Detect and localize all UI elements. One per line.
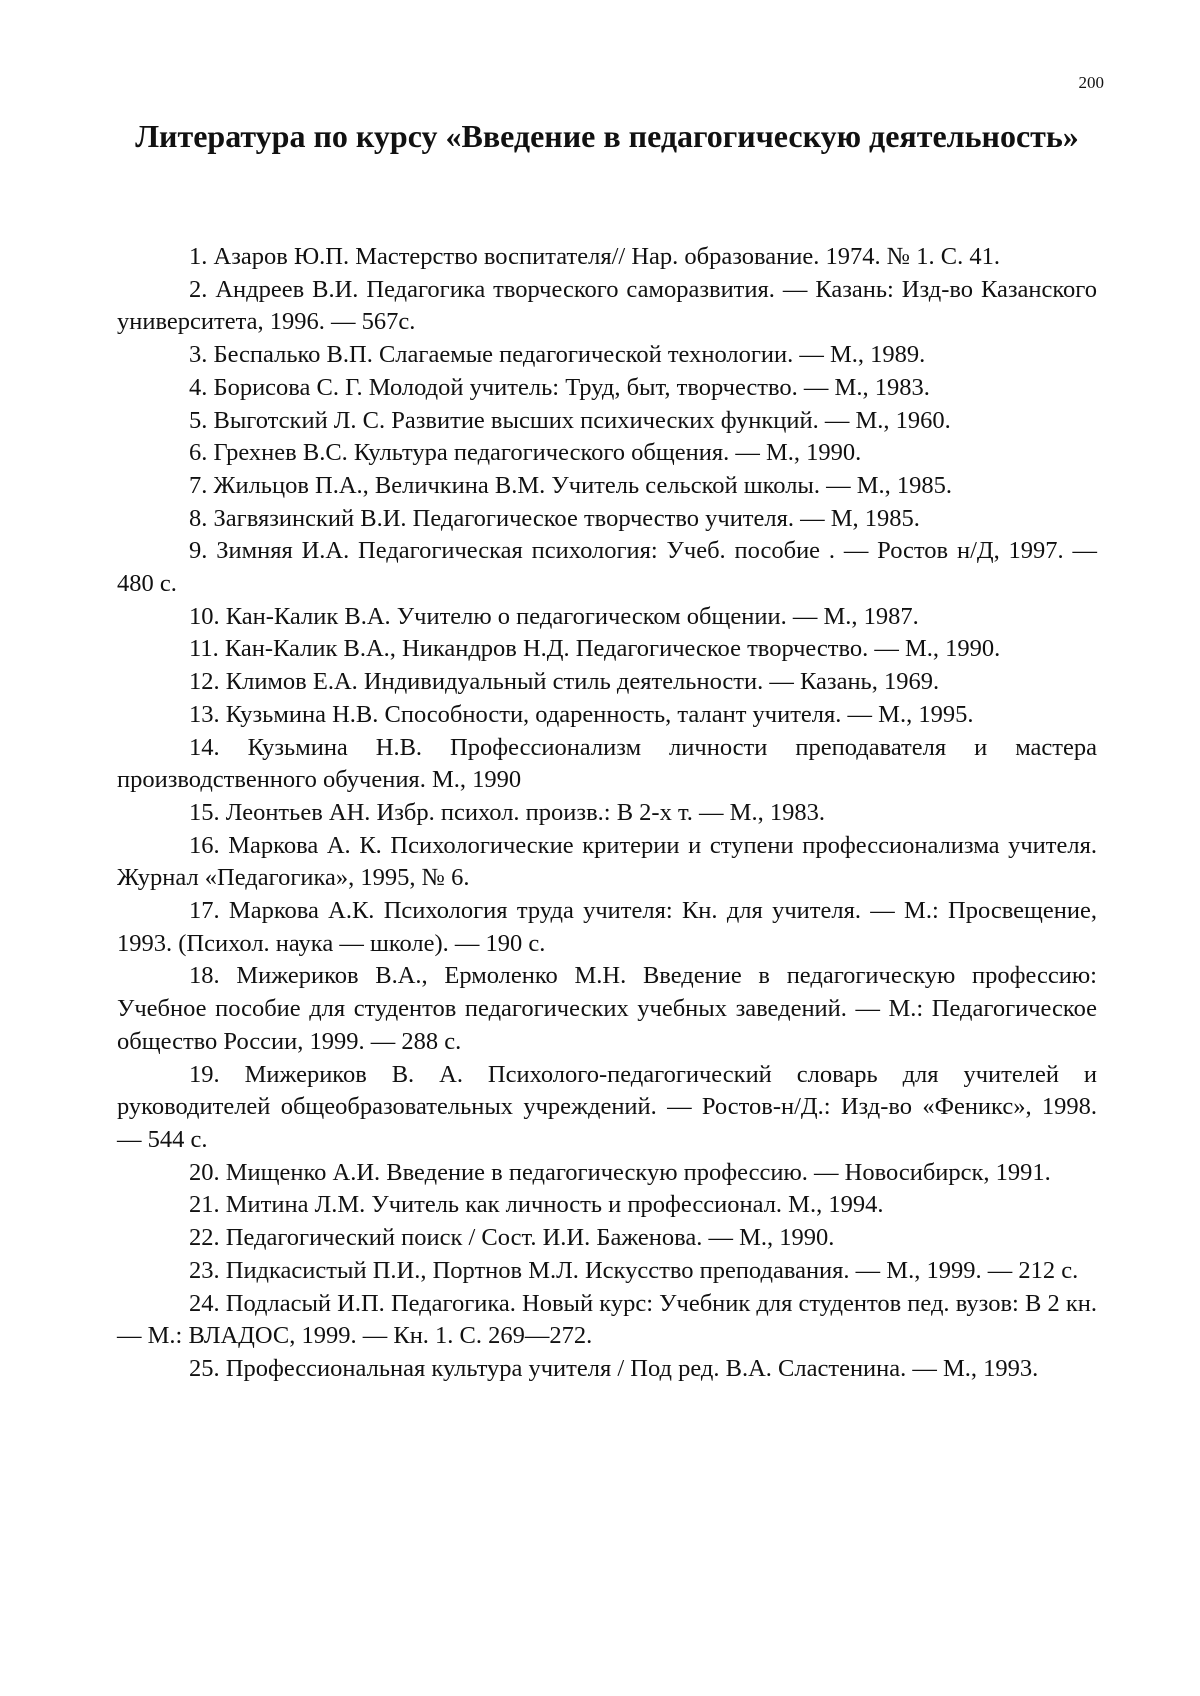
reference-item: 15. Леонтьев АН. Избр. психол. произв.: В 2-х т. — М., 1983. xyxy=(189,798,825,826)
reference-item: 6. Грехнев В.С. Культура педагогического общения. — М., 1990. xyxy=(189,439,862,467)
reference-item: 25. Профессиональная культура учителя / Под ред. В.А. Сластенина. — М., 1993. xyxy=(189,1354,1039,1382)
reference-item: 21. Митина Л.М. Учитель как личность и профессионал. М., 1994. xyxy=(189,1191,884,1219)
reference-item: 11. Кан-Калик В.А., Никандров Н.Д. Педагогическое творчество. — М., 1990. xyxy=(189,635,1001,663)
reference-item: 1. Азаров Ю.П. Мастерство воспитателя// Нар. образование. 1974. № 1. С. 41. xyxy=(189,243,1000,270)
reference-item: 19. Мижериков В. А. Психолого-педагогический словарь для учителей и руководителей общеобразовательных учреждений. — Ростов-н/Д.: Изд-во «Феникс», 1998. — 544 с. xyxy=(117,1060,1097,1153)
reference-item: 12. Климов Е.А. Индивидуальный стиль деятельности. — Казань, 1969. xyxy=(189,668,940,696)
reference-item: 14. Кузьмина Н.В. Профессионализм личности преподавателя и мастера производственного обучения. М., 1990 xyxy=(117,733,1097,794)
reference-item: 22. Педагогический поиск / Сост. И.И. Баженова. — М., 1990. xyxy=(189,1224,835,1252)
reference-item: 9. Зимняя И.А. Педагогическая психология: Учеб. пособие . — Ростов н/Д, 1997. — 480 с. xyxy=(117,537,1097,598)
reference-item: 23. Пидкасистый П.И., Портнов М.Л. Искусство преподавания. — М., 1999. — 212 с. xyxy=(189,1256,1079,1284)
reference-item: 13. Кузьмина Н.В. Способности, одаренность, талант учителя. — М., 1995. xyxy=(189,700,974,728)
reference-item: 18. Мижериков В.А., Ермоленко М.Н. Введение в педагогическую профессию: Учебное пособие для студентов педагогических учебных заведений. — М.: Педагогическое общество России, 1999. — 288 с. xyxy=(117,962,1097,1055)
reference-item: 5. Выготский Л. С. Развитие высших психических функций. — М., 1960. xyxy=(189,406,951,434)
reference-item: 16. Маркова А. К. Психологические критерии и ступени профессионализма учителя. Журнал «Педагогика», 1995, № 6. xyxy=(117,831,1097,892)
reference-item: 2. Андреев В.И. Педагогика творческого саморазвития. — Казань: Изд-во Казанского университета, 1996. — 567с. xyxy=(117,275,1097,336)
reference-item: 24. Подласый И.П. Педагогика. Новый курс: Учебник для студентов пед. вузов: В 2 кн. — М.: ВЛАДОС, 1999. — Кн. 1. С. 269—272. xyxy=(117,1289,1097,1350)
page-title: Литература по курсу «Введение в педагогическую деятельность» xyxy=(135,118,1079,154)
reference-item: 17. Маркова А.К. Психология труда учителя: Кн. для учителя. — М.: Просвещение, 1993. (Психол. наука — школе). — 190 с. xyxy=(117,897,1097,957)
reference-list xyxy=(117,241,1097,1386)
reference-item: 8. Загвязинский В.И. Педагогическое творчество учителя. — М, 1985. xyxy=(189,504,920,532)
page-number: 200 xyxy=(1078,73,1104,92)
reference-item: 7. Жильцов П.А., Величкина В.М. Учитель сельской школы. — М., 1985. xyxy=(189,471,953,499)
reference-item: 20. Мищенко А.И. Введение в педагогическую профессию. — Новосибирск, 1991. xyxy=(189,1158,1051,1186)
reference-item: 3. Беспалько В.П. Слагаемые педагогической технологии. — М., 1989. xyxy=(189,341,926,369)
reference-item: 4. Борисова С. Г. Молодой учитель: Труд, быт, творчество. — М., 1983. xyxy=(189,373,930,401)
reference-item: 10. Кан-Калик В.А. Учителю о педагогическом общении. — М., 1987. xyxy=(189,602,919,630)
